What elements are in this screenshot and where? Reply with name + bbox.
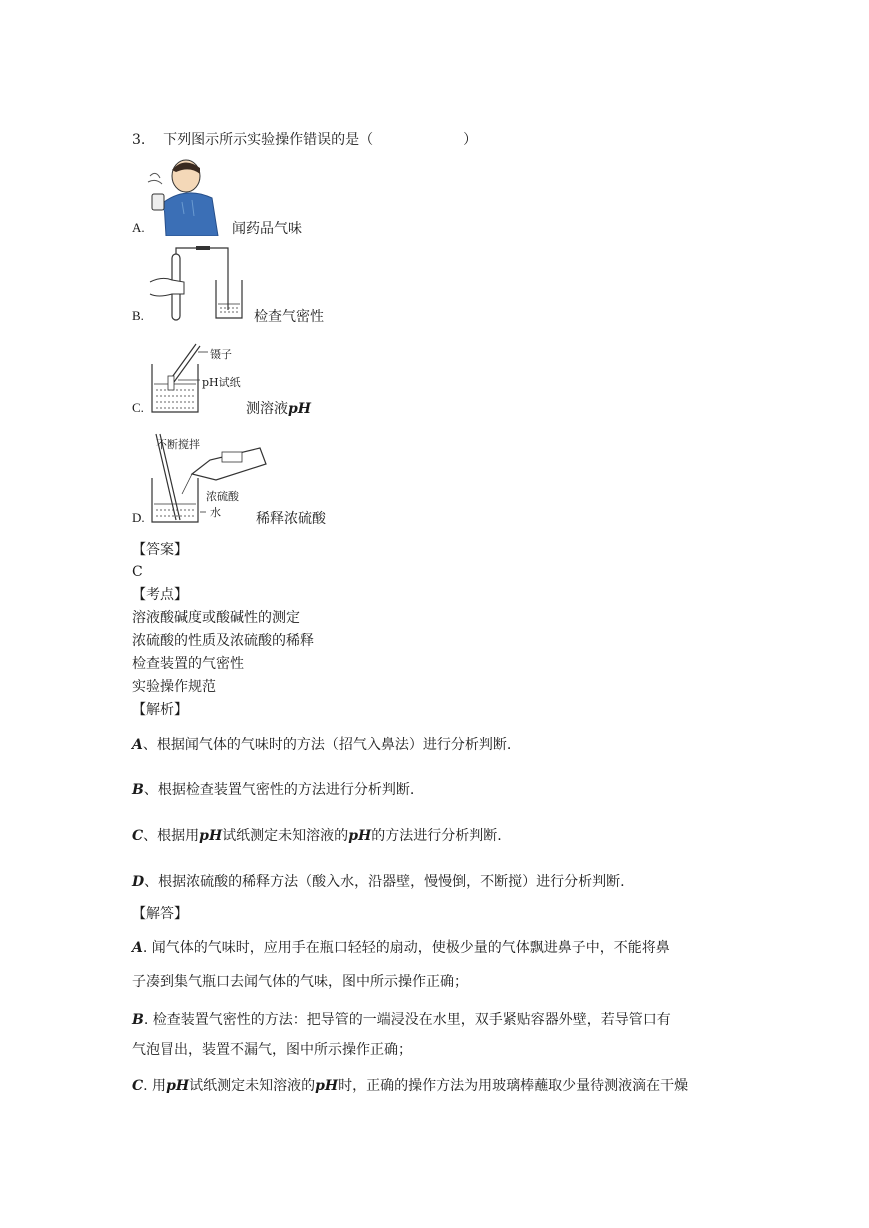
answer-value: C [132,564,143,580]
jiexi-letter: A [132,737,143,753]
ph-symbol: pH [315,1078,339,1094]
option-b-caption: 检查气密性 [254,309,324,325]
jiexi-item-d [132,872,625,892]
question-number: 3. [132,132,146,148]
option-d-label: D. [132,510,145,525]
jieda-heading: 【解答】 [132,906,188,922]
jiexi-letter: D [132,874,145,890]
jieda-letter: C [132,1078,144,1094]
airtightness-apparatus-figure [148,246,248,322]
jiexi-heading: 【解析】 [132,702,188,718]
jiexi-letter: C [132,828,144,844]
option-a-caption: 闻药品气味 [232,221,302,237]
acid-label: 浓硫酸 [206,490,239,503]
jieda-a-line2: 子凑到集气瓶口去闻气体的气味，图中所示操作正确； [132,974,468,990]
jiexi-text: 、根据闻气体的气味时的方法（招气入鼻法）进行分析判断. [142,737,512,753]
kaodian-item: 浓硫酸的性质及浓硫酸的稀释 [132,633,314,649]
jieda-text: . 闻气体的气味时，应用手在瓶口轻轻的扇动，使极少量的气体飘进鼻子中，不能将鼻 [142,940,670,956]
ph-symbol: pH [166,1078,190,1094]
question-close: ） [463,132,478,148]
jiexi-item-c [132,826,502,846]
jiexi-text: 、根据用 [143,828,200,844]
jieda-letter: A [132,940,143,956]
kaodian-item: 溶液酸碱度或酸碱性的测定 [132,610,300,626]
option-b-label: B. [132,308,144,323]
jieda-text: 试纸测定未知溶液的 [189,1078,316,1094]
jieda-a-line1 [132,938,670,958]
jiexi-item-b [132,780,414,800]
ph-symbol: pH [348,828,372,844]
kaodian-item: 检查装置的气密性 [132,656,244,672]
jieda-b-line1 [132,1010,671,1030]
jieda-text: . 检查装置气密性的方法：把导管的一端浸没在水里，双手紧贴容器外壁，若导管口有 [143,1012,671,1028]
smelling-person-figure [146,156,228,236]
stir-label: 不断搅拌 [156,438,200,451]
water-label: 水 [210,506,221,519]
jiexi-text: 试纸测定未知溶液的 [222,828,349,844]
jieda-c-line1 [132,1076,688,1096]
option-a-label: A. [132,220,145,235]
jieda-letter: B [132,1012,144,1028]
jiexi-text: 、根据浓硫酸的稀释方法（酸入水，沿器壁，慢慢倒，不断搅）进行分析判断. [144,874,625,890]
option-c-caption-text: 测溶液 [246,401,288,417]
ph-paper-label: pH试纸 [202,376,241,389]
jieda-text: . 用 [143,1078,167,1094]
ph-symbol: pH [199,828,223,844]
jiexi-text: 、根据检查装置气密性的方法进行分析判断. [143,782,415,798]
option-c-caption [246,398,311,418]
answer-heading: 【答案】 [132,542,188,558]
kaodian-heading: 【考点】 [132,587,188,603]
option-d-caption: 稀释浓硫酸 [256,511,326,527]
question-stem [132,130,477,150]
jiexi-text: 的方法进行分析判断. [371,828,502,844]
jieda-text: 时，正确的操作方法为用玻璃棒蘸取少量待测液滴在干燥 [338,1078,689,1094]
option-c-label: C. [132,400,144,415]
jieda-b-line2: 气泡冒出，装置不漏气，图中所示操作正确； [132,1042,412,1058]
jiexi-item-a [132,735,511,755]
tweezers-label: 镊子 [210,348,232,361]
option-c-caption-symbol: pH [288,401,312,417]
jiexi-letter: B [132,782,144,798]
question-text: 下列图示所示实验操作错误的是（ [163,132,374,148]
kaodian-item: 实验操作规范 [132,679,216,695]
